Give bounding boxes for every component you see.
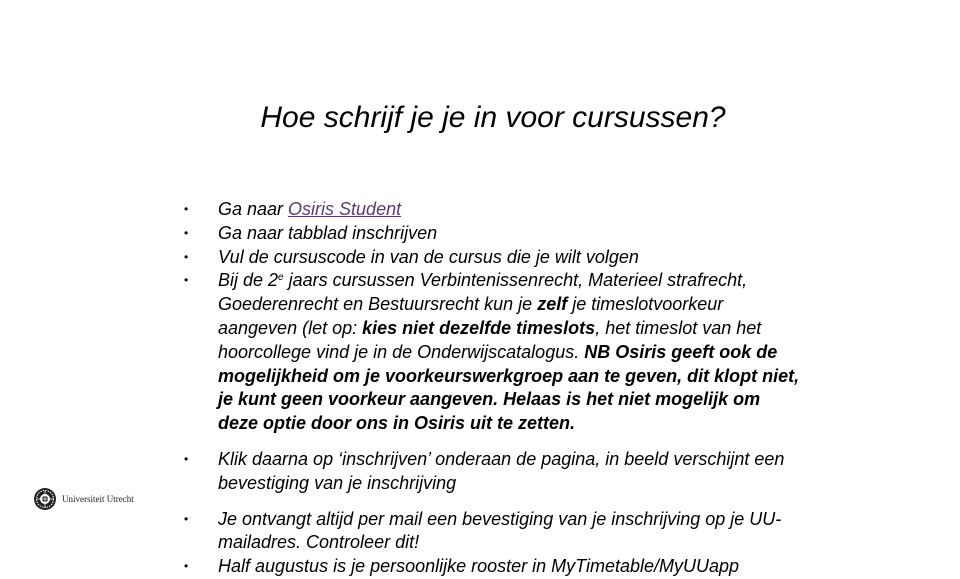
- list-item: [184, 198, 804, 222]
- bullet-marker: •: [184, 559, 189, 574]
- bullet-text: je timeslotvoorkeur aangeven (let op:: [218, 294, 724, 338]
- bullet-text: Vul de cursuscode in van de cursus die je wilt volgen: [218, 246, 639, 267]
- ordinal-suffix: e: [278, 272, 284, 284]
- list-item: [184, 222, 804, 246]
- list-item: [184, 448, 804, 496]
- bullet-text: jaars cursussen Verbintenissenrecht, Materieel strafrecht, Goederenrecht en Bestuursrecht kun je: [218, 270, 748, 315]
- list-item: [184, 508, 804, 556]
- bullet-marker: •: [184, 225, 189, 240]
- bullet-text: Ga naar tabblad inschrijven: [218, 222, 438, 243]
- list-item: [184, 555, 804, 579]
- bullet-text: Bij de 2: [218, 270, 279, 291]
- university-seal-icon: [33, 487, 57, 511]
- bullet-text: Klik daarna op ‘inschrijven’ onderaan de pagina, in beeld verschijnt een bevestiging van je inschrijving: [218, 448, 785, 493]
- bullet-text: Je ontvangt altijd per mail een bevestiging van je inschrijving op je UU-mailadres. Controleer dit!: [218, 508, 782, 553]
- list-item: [184, 246, 804, 270]
- bullet-marker: •: [184, 273, 189, 288]
- bullet-text: Ga naar: [218, 199, 289, 219]
- bullet-text: Half augustus is je persoonlijke rooster in MyTimetable/MyUUapp: [218, 556, 740, 577]
- osiris-student-link[interactable]: Osiris Student: [288, 199, 402, 219]
- university-logo: [33, 487, 134, 511]
- bold-text: zelf: [537, 294, 568, 315]
- bullet-marker: •: [184, 202, 189, 216]
- bold-note: NB Osiris geeft ook de mogelijkheid om je voorkeurswerkgroep aan te geven, dit klopt niet, je kunt geen voorkeur aangeven. Helaas is het niet mogelijk om deze optie door ons in Osiris uit te zetten.: [218, 341, 800, 434]
- list-item: [184, 269, 804, 436]
- bullet-marker: •: [184, 249, 189, 264]
- bold-text: kies niet dezelfde timeslots: [362, 317, 596, 338]
- logo-text: Universiteit Utrecht: [62, 494, 134, 504]
- slide-title: Hoe schrijf je je in voor cursussen?: [260, 101, 726, 134]
- bullet-list: [184, 198, 804, 579]
- bullet-text: , het timeslot van het hoorcollege vind je in de Onderwijscatalogus.: [218, 317, 762, 362]
- bullet-marker: •: [184, 511, 189, 526]
- bullet-marker: •: [184, 451, 189, 466]
